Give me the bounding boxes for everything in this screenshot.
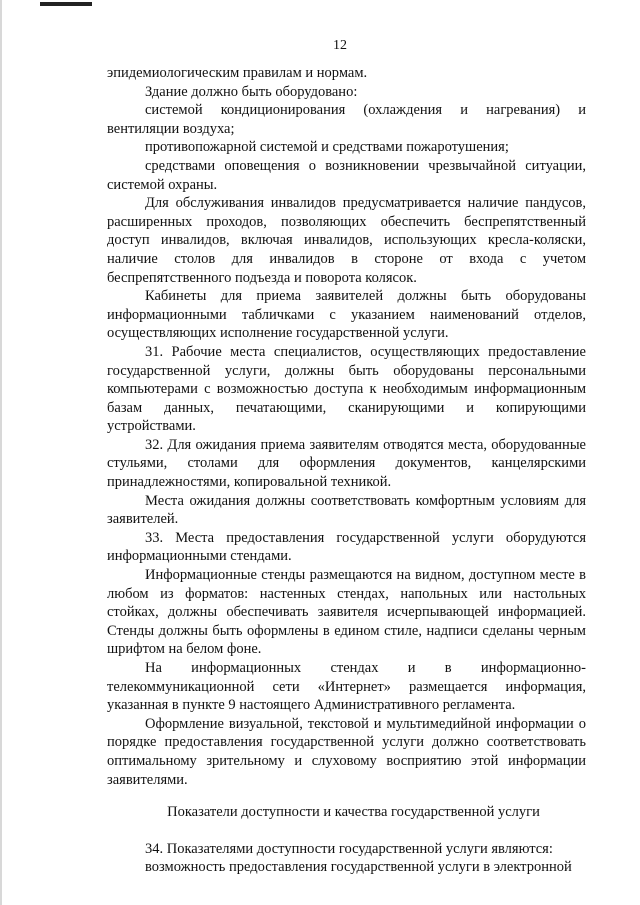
section-heading: Показатели доступности и качества государственной услуги <box>167 804 540 821</box>
paragraph: Оформление визуальной, текстовой и мультимедийной информации о порядке предоставления государственной услуги должно соответствовать оптимальному зрительному и слуховому восприятию этой информации заявителями. <box>107 715 586 788</box>
paragraph: возможность предоставления государственной услуги в электронной <box>145 859 572 876</box>
paragraph: системой кондиционирования (охлаждения и нагревания) и вентиляции воздуха; <box>107 102 586 137</box>
paragraph: средствами оповещения о возникновении чрезвычайной ситуации, системой охраны. <box>107 157 586 193</box>
paragraph: эпидемиологическим правилам и нормам. <box>107 65 368 81</box>
paragraph: Информационные стенды размещаются на видном, доступном месте в любом из форматов: настенных стендах, напольных или настольных стойках, должны обеспечивать заявителя исчерпывающей информацией. Стенды должны быть оформлены в едином стиле, надписи сделаны черным шрифтом на белом фоне. <box>107 567 586 658</box>
paragraph: Кабинеты для приема заявителей должны быть оборудованы информационными табличками с указанием наименований отделов, осуществляющих исполнение государственной услуги. <box>107 288 586 342</box>
paragraph: 32. Для ожидания приема заявителям отводятся места, оборудованные стульями, столами для оформления документов, канцелярскими принадлежностями, копировальной техникой. <box>107 436 586 491</box>
paragraph: 31. Рабочие места специалистов, осуществляющих предоставление государственной услуги, должны быть оборудованы персональными компьютерами с возможностью доступа к необходимым информационным базам данных, печатающими, сканирующими и копирующими устройствами. <box>107 343 586 435</box>
header-rule <box>40 2 92 6</box>
paragraph: противопожарной системой и средствами пожаротушения; <box>145 139 509 156</box>
paragraph: 33. Места предоставления государственной услуги оборудуются информационными стендами. <box>107 529 586 565</box>
paragraph: Для обслуживания инвалидов предусматривается наличие пандусов, расширенных проходов, позволяющих обеспечить беспрепятственный доступ инвалидов, включая инвалидов, использующих кресла-коляски, наличие столов для инвалидов в стороне от входа с учетом беспрепятственного подъезда и поворота колясок. <box>107 195 586 286</box>
document-body <box>107 64 586 877</box>
paragraph: На информационных стендах и в информационно-телекоммуникационной сети «Интернет» размещается информация, указанная в пункте 9 настоящего Административного регламента. <box>107 660 586 714</box>
page-number: 12 <box>333 38 347 53</box>
scan-left-edge <box>0 0 2 905</box>
paragraph: Здание должно быть оборудовано: <box>145 83 358 100</box>
paragraph: Места ожидания должны соответствовать комфортным условиям для заявителей. <box>107 492 586 528</box>
paragraph: 34. Показателями доступности государственной услуги являются: <box>145 840 553 857</box>
